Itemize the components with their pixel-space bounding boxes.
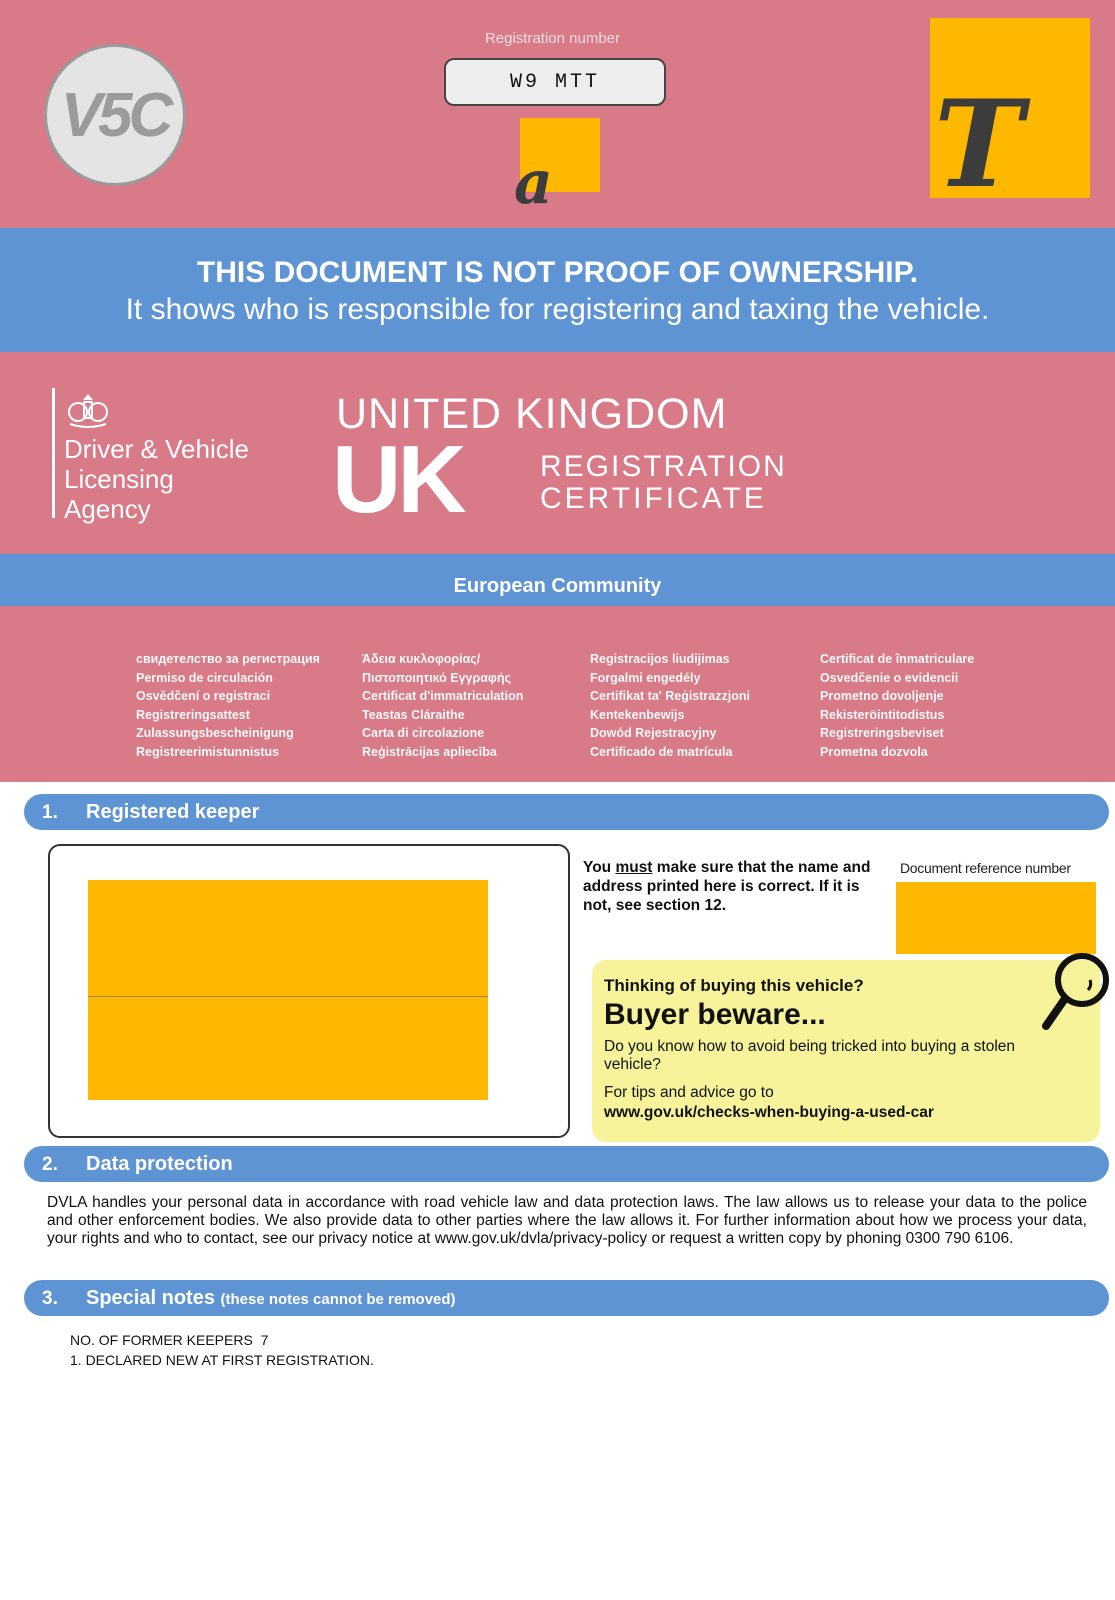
document-reference-label: Document reference number bbox=[900, 860, 1071, 876]
dvla-name bbox=[64, 434, 284, 524]
language-item: Osvedčenie o evidencii bbox=[820, 670, 959, 685]
registration-number-plate: W9 MTT bbox=[444, 58, 666, 106]
language-item: Carta di circolazione bbox=[362, 726, 485, 741]
language-column bbox=[590, 650, 750, 762]
language-item: Registreringsattest bbox=[136, 707, 250, 722]
redaction-block bbox=[896, 882, 1096, 954]
dvla-name-line: Licensing bbox=[64, 464, 174, 494]
language-item: Teastas Cláraithe bbox=[362, 707, 465, 722]
section-number: 2. bbox=[42, 1154, 58, 1175]
special-notes bbox=[70, 1330, 374, 1370]
dvla-name-line: Driver & Vehicle bbox=[64, 434, 249, 464]
former-keepers-line bbox=[70, 1330, 374, 1350]
language-item: Permiso de circulación bbox=[136, 670, 273, 685]
language-item: Osvědčení o registraci bbox=[136, 689, 271, 704]
language-item: Prometna dozvola bbox=[820, 744, 928, 759]
section-3-header bbox=[24, 1280, 1109, 1316]
language-item: Πιστοποιητικό Εγγραφής bbox=[362, 670, 511, 685]
buyer-tips: For tips and advice go to bbox=[604, 1084, 774, 1101]
dvla-divider bbox=[52, 388, 55, 518]
section-1-header bbox=[24, 794, 1109, 830]
language-item: Certifikat ta' Reġistrazzjoni bbox=[590, 689, 750, 704]
certificate-title-line: CERTIFICATE bbox=[540, 482, 767, 515]
redaction-block bbox=[88, 880, 488, 1100]
instruction-text: make sure that the name and address printed here is correct. If it is not, see section 12. bbox=[583, 859, 871, 914]
language-column bbox=[136, 650, 320, 762]
language-item: Certificat d'immatriculation bbox=[362, 689, 524, 704]
language-item: Registreringsbeviset bbox=[820, 726, 944, 741]
special-note-item: 1. DECLARED NEW AT FIRST REGISTRATION. bbox=[70, 1352, 374, 1368]
royal-crest-icon bbox=[64, 392, 112, 430]
keeper-instructions bbox=[583, 858, 873, 915]
buyer-title: Buyer beware... bbox=[604, 998, 826, 1031]
former-keepers-value: 7 bbox=[260, 1332, 269, 1348]
magnifier-icon bbox=[1040, 950, 1115, 1040]
buyer-url-link[interactable]: www.gov.uk/checks-when-buying-a-used-car bbox=[604, 1104, 934, 1121]
language-item: Certificado de matrícula bbox=[590, 744, 733, 759]
language-item: Prometno dovoljenje bbox=[820, 689, 944, 704]
language-column bbox=[362, 650, 523, 762]
former-keepers-label: NO. OF FORMER KEEPERS bbox=[70, 1332, 253, 1348]
language-item: Registreerimistunnistus bbox=[136, 744, 280, 759]
ownership-banner bbox=[0, 228, 1115, 352]
section-title: Data protection bbox=[86, 1153, 233, 1175]
instruction-emphasis: must bbox=[615, 859, 653, 876]
dvla-name-line: Agency bbox=[64, 494, 151, 524]
language-item: Dowód Rejestracyjny bbox=[590, 726, 717, 741]
data-protection-text: DVLA handles your personal data in accordance with road vehicle law and data protection laws. The law allows us to release your data to the police and other enforcement bodies. We also provide data to other parties where the law allows it. For further information about how we process your data, your rights and who to contact, see our privacy notice at www.gov.uk/dvla/privacy-policy or request a written copy by phoning 0300 790 6106. bbox=[47, 1194, 1087, 1247]
country-code: UK bbox=[332, 426, 463, 533]
instruction-text: You bbox=[583, 859, 616, 876]
section-title: Registered keeper bbox=[86, 801, 260, 823]
certificate-title-line: REGISTRATION bbox=[540, 450, 787, 483]
language-item: Kentekenbewijs bbox=[590, 707, 685, 722]
section-2-header bbox=[24, 1146, 1109, 1182]
language-item: свидетелство за регистрация bbox=[136, 652, 320, 666]
redaction-block: T bbox=[930, 18, 1090, 198]
language-item: Άδεια κυκλοφορίας/ bbox=[362, 652, 481, 666]
buyer-question: Thinking of buying this vehicle? bbox=[604, 976, 864, 995]
v5c-logo-text: V5C bbox=[60, 80, 170, 150]
section-subtitle: (these notes cannot be removed) bbox=[220, 1291, 456, 1308]
ownership-banner-subtitle: It shows who is responsible for registering and taxing the vehicle. bbox=[125, 293, 990, 326]
language-item: Zulassungsbescheinigung bbox=[136, 726, 294, 741]
language-item: Registracijos liudijimas bbox=[590, 652, 730, 666]
section-title-text: Special notes bbox=[86, 1287, 215, 1309]
section-number: 1. bbox=[42, 802, 58, 823]
language-item: Forgalmi engedély bbox=[590, 670, 701, 685]
redaction-block: a bbox=[520, 118, 600, 192]
language-column bbox=[820, 650, 974, 762]
v5c-logo bbox=[44, 44, 186, 186]
language-item: Certificat de înmatriculare bbox=[820, 652, 975, 666]
language-item: Rekisteröintitodistus bbox=[820, 707, 945, 722]
language-item: Reģistrācijas apliecība bbox=[362, 744, 497, 759]
registration-number-label: Registration number bbox=[484, 30, 621, 47]
eu-label: European Community bbox=[453, 575, 662, 597]
country-title: UNITED KINGDOM bbox=[336, 390, 728, 438]
buyer-body: Do you know how to avoid being tricked into buying a stolen vehicle? bbox=[604, 1038, 1015, 1073]
section-title bbox=[86, 1287, 456, 1310]
ownership-banner-title: THIS DOCUMENT IS NOT PROOF OF OWNERSHIP. bbox=[196, 256, 919, 289]
section-number: 3. bbox=[42, 1288, 58, 1309]
